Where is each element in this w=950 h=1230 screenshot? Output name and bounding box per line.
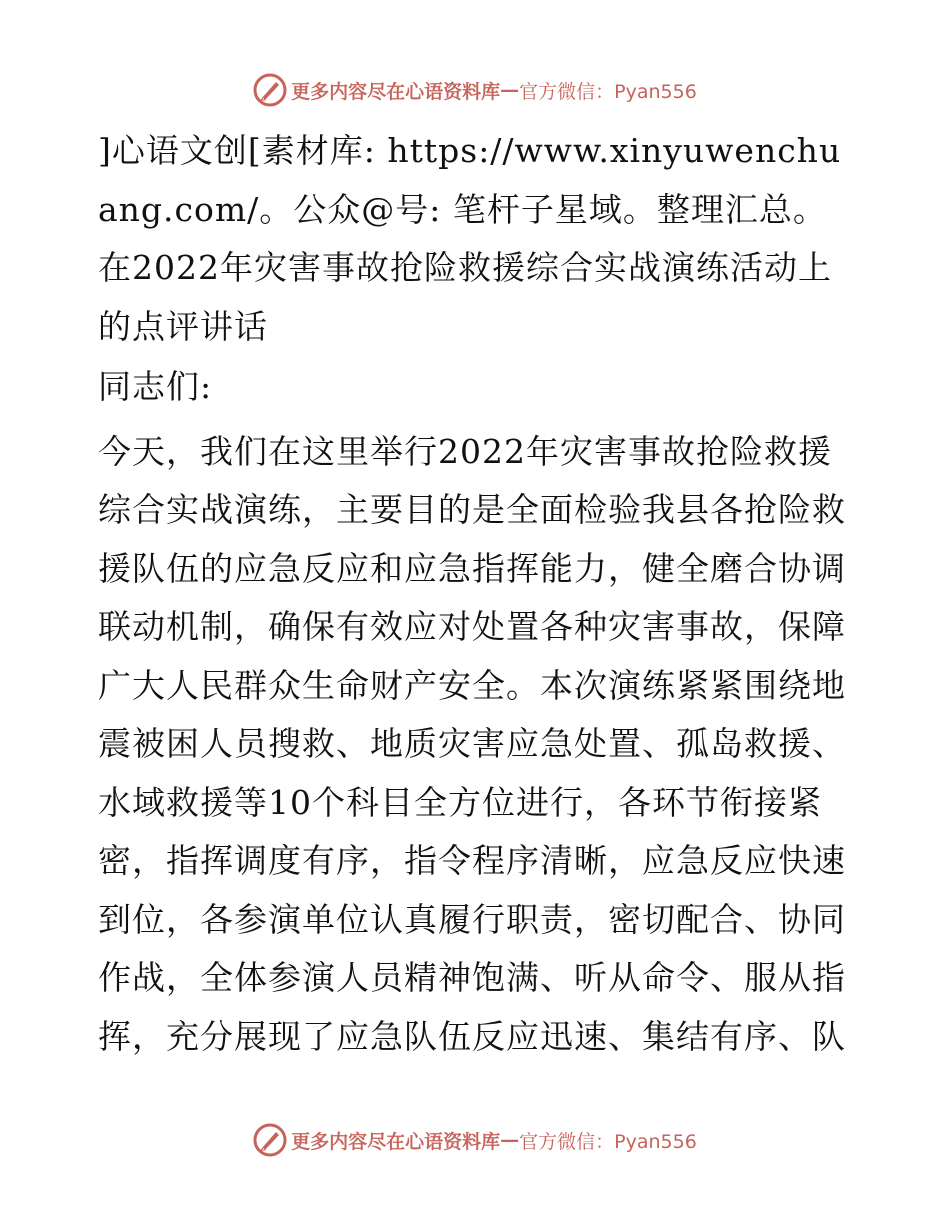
watermark-separator: — bbox=[500, 1129, 520, 1151]
quill-pen-logo-icon bbox=[253, 1123, 287, 1157]
watermark-slogan: 更多内容尽在心语资料库 bbox=[291, 80, 501, 103]
watermark-contact: 官方微信：Pyan556 bbox=[519, 1130, 697, 1153]
salutation-paragraph: 同志们: bbox=[98, 367, 213, 406]
body-paragraph: 今天，我们在这里举行2022年灾害事故抢险救援综合实战演练，主要目的是全面检验我县各抢险救援队伍的应急反应和应急指挥能力，健全磨合协调联动机制，确保有效应对处置各种灾害事故，保障广大人民群众生命财产安全。本次演练紧紧围绕地震被困人员搜救、地质灾害应急处置、孤岛救援、水域救援等10个科目全方位进行，各环节衔接紧密，指挥调度有序，指令程序清晰，应急反应快速到位，各参演单位认真履行职责，密切配合、协同作战，全体参演人员精神饱满、听从命令、服从指挥，充分展现了应急队伍反应迅速、集结有序、队 bbox=[98, 431, 846, 1056]
source-and-title-paragraph: ]心语文创[素材库: https://www.xinyuwenchuang.com/。公众@号: 笔杆子星域。整理汇总。在2022年灾害事故抢险救援综合实战演练活动上的点评讲话 bbox=[98, 131, 842, 346]
quill-pen-logo-icon bbox=[253, 73, 287, 107]
watermark-contact: 官方微信：Pyan556 bbox=[519, 80, 697, 103]
document-body bbox=[98, 122, 858, 1066]
watermark-banner-bottom bbox=[0, 1120, 950, 1160]
watermark-banner-top bbox=[0, 70, 950, 110]
watermark-separator: — bbox=[500, 79, 520, 101]
watermark-slogan: 更多内容尽在心语资料库 bbox=[291, 1130, 501, 1153]
